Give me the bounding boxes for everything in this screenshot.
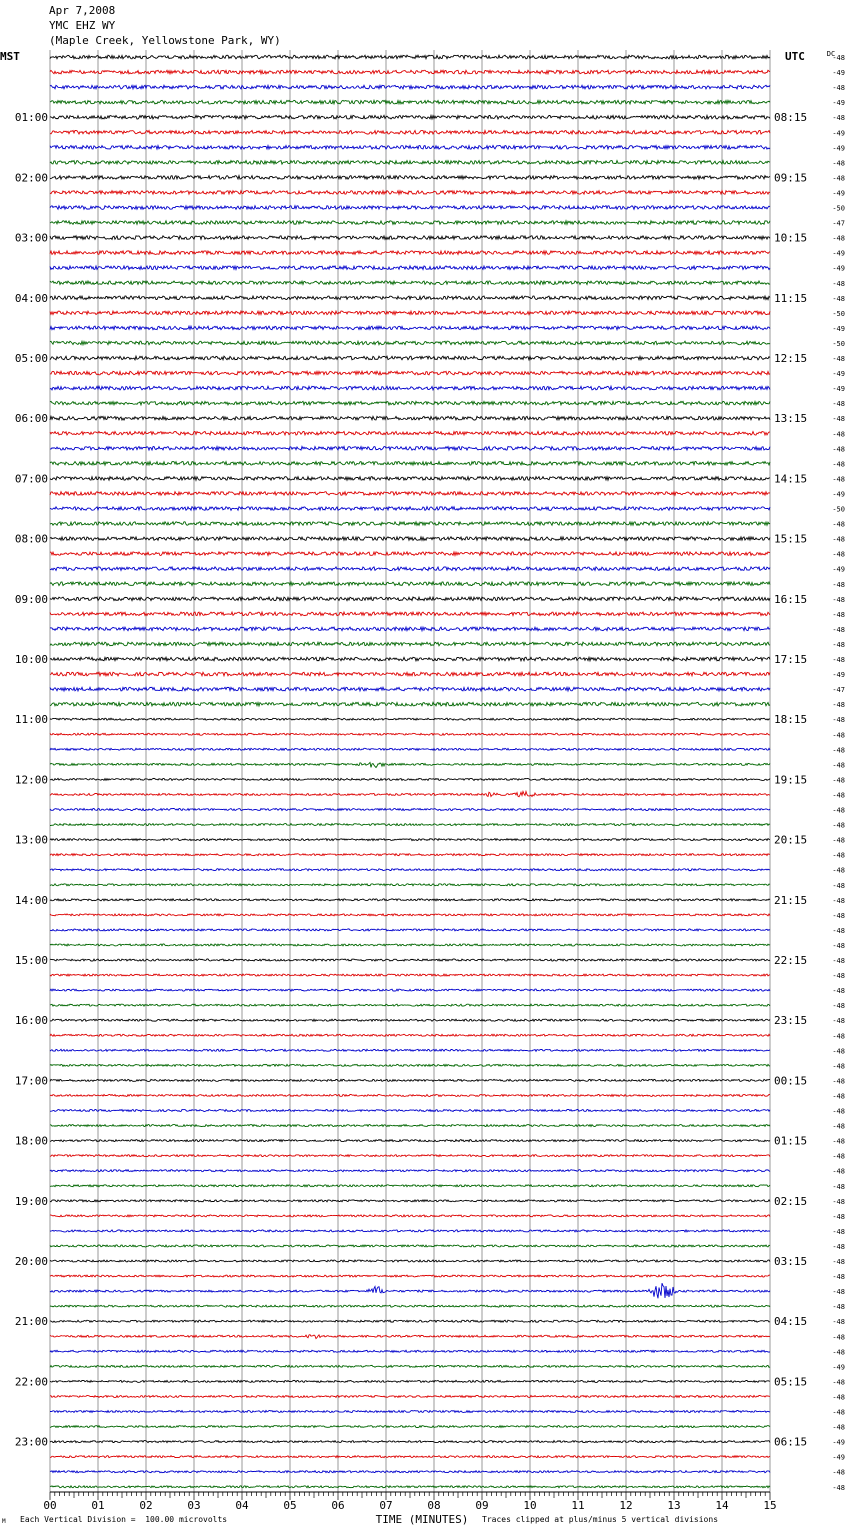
dc-offset-label: -48 <box>832 776 845 785</box>
right-hour-label: 21:15 <box>774 893 808 907</box>
seismic-trace <box>50 839 770 841</box>
right-hour-label: 14:15 <box>774 472 808 486</box>
dc-offset-label: -48 <box>832 1092 845 1101</box>
dc-offset-label: -48 <box>832 114 845 123</box>
seismic-trace <box>50 1320 770 1322</box>
seismic-trace <box>50 100 770 104</box>
seismic-trace <box>50 432 770 436</box>
dc-offset-label: -48 <box>832 1273 845 1282</box>
seismic-trace <box>50 1230 770 1232</box>
seismic-trace <box>50 236 770 240</box>
dc-offset-label: -48 <box>832 1242 845 1251</box>
x-tick-label: 13 <box>667 1499 681 1512</box>
dc-offset-label: -48 <box>832 1197 845 1206</box>
right-hour-label: 13:15 <box>774 412 808 426</box>
dc-offset-label: -48 <box>832 866 845 875</box>
seismic-trace <box>50 281 770 285</box>
right-hour-label: 20:15 <box>774 833 808 847</box>
dc-offset-label: -49 <box>832 490 845 499</box>
seismic-trace <box>50 1125 770 1127</box>
seismic-trace <box>50 1155 770 1157</box>
dc-offset-label: -48 <box>832 1303 845 1312</box>
x-tick-label: 04 <box>235 1499 249 1512</box>
dc-offset-label: -48 <box>832 941 845 950</box>
left-hour-label: 12:00 <box>14 773 48 787</box>
dc-offset-label: -48 <box>832 731 845 740</box>
seismic-trace <box>50 1305 770 1307</box>
x-tick-label: 14 <box>715 1499 729 1512</box>
dc-offset-label: -48 <box>832 1393 845 1402</box>
right-hour-label: 02:15 <box>774 1194 808 1208</box>
dc-offset-label: -49 <box>832 671 845 680</box>
seismic-trace <box>50 537 770 541</box>
x-tick-label: 02 <box>139 1499 153 1512</box>
right-hour-label: 17:15 <box>774 653 808 666</box>
seismic-trace <box>50 1079 770 1081</box>
dc-offset-label: -48 <box>832 911 845 920</box>
seismic-trace <box>50 1140 770 1142</box>
dc-offset-label: -48 <box>832 400 845 409</box>
dc-offset-label: -48 <box>832 821 845 830</box>
dc-offset-label: -48 <box>832 520 845 529</box>
dc-offset-label: -48 <box>832 957 845 965</box>
seismic-trace <box>50 702 770 706</box>
dc-offset-label: -49 <box>832 385 845 394</box>
seismic-trace <box>50 492 770 496</box>
right-hour-label: 03:15 <box>774 1255 808 1268</box>
seismic-trace <box>50 1275 770 1277</box>
seismic-trace <box>50 1064 770 1066</box>
dc-offset-label: -48 <box>832 791 845 800</box>
seismic-trace <box>50 462 770 466</box>
seismic-trace <box>50 1486 770 1488</box>
dc-offset-label: -48 <box>832 716 845 725</box>
dc-offset-label: -48 <box>832 1032 845 1041</box>
seismic-trace <box>50 1456 770 1458</box>
dc-offset-label: -48 <box>832 1107 845 1116</box>
dc-offset-label: -48 <box>832 881 845 890</box>
seismic-trace <box>50 1215 770 1217</box>
x-tick-label: 06 <box>331 1499 345 1512</box>
left-hour-label: 01:00 <box>14 111 48 125</box>
seismic-trace <box>50 371 770 375</box>
seismic-trace <box>50 733 770 735</box>
x-tick-label: 08 <box>427 1499 441 1512</box>
dc-offset-label: -50 <box>832 309 845 318</box>
seismic-trace <box>50 552 770 556</box>
seismic-trace <box>50 1441 770 1443</box>
dc-offset-label: -50 <box>832 505 845 514</box>
right-hour-label: 12:15 <box>774 352 808 365</box>
dc-offset-label: -48 <box>832 279 845 288</box>
left-hour-label: 06:00 <box>14 412 48 426</box>
dc-offset-label: -48 <box>832 1212 845 1221</box>
dc-offset-label: -48 <box>832 1137 845 1146</box>
left-hour-label: 20:00 <box>14 1255 48 1268</box>
right-hour-label: 23:15 <box>774 1014 808 1028</box>
seismic-trace <box>50 824 770 826</box>
seismic-trace <box>50 989 770 991</box>
dc-offset-label: -48 <box>832 535 845 544</box>
seismic-trace <box>50 1170 770 1172</box>
left-hour-label: 15:00 <box>14 954 48 967</box>
seismic-trace <box>50 1245 770 1247</box>
right-hour-label: 18:15 <box>774 713 808 727</box>
dc-offset-label: -48 <box>832 1348 845 1357</box>
left-hour-label: 22:00 <box>14 1375 48 1389</box>
seismic-trace <box>50 251 770 255</box>
right-hour-label: 08:15 <box>774 111 808 125</box>
dc-offset-label: -48 <box>832 851 845 860</box>
right-hour-label: 22:15 <box>774 954 808 967</box>
left-hour-label: 13:00 <box>14 833 48 847</box>
seismic-trace <box>50 1283 770 1298</box>
dc-offset-label: -48 <box>832 355 845 363</box>
seismic-trace <box>50 191 770 195</box>
dc-offset-label: -48 <box>832 1167 845 1176</box>
left-hour-label: 02:00 <box>14 171 48 185</box>
seismic-trace <box>50 356 770 360</box>
seismic-trace <box>50 914 770 916</box>
left-hour-label: 05:00 <box>14 352 48 365</box>
dc-header-label: DC <box>826 50 836 58</box>
seismic-trace <box>50 401 770 405</box>
dc-offset-label: -49 <box>832 1363 845 1372</box>
dc-offset-label: -49 <box>832 129 845 138</box>
dc-offset-label: -49 <box>832 565 845 574</box>
corner-mark: M <box>2 1518 6 1525</box>
dc-offset-label: -48 <box>832 640 845 649</box>
dc-offset-label: -48 <box>832 1258 845 1266</box>
seismic-trace <box>50 1260 770 1262</box>
seismic-trace <box>50 809 770 811</box>
x-tick-label: 11 <box>571 1499 585 1512</box>
left-hour-label: 18:00 <box>14 1134 48 1148</box>
right-hour-label: 11:15 <box>774 291 808 305</box>
x-tick-label: 05 <box>283 1499 297 1512</box>
dc-offset-label: -48 <box>832 1288 845 1297</box>
dc-offset-label: -48 <box>832 1017 845 1026</box>
right-hour-label: 16:15 <box>774 592 808 606</box>
seismic-trace <box>50 582 770 586</box>
seismic-trace <box>50 341 770 345</box>
seismic-trace <box>50 642 770 646</box>
dc-offset-label: -48 <box>832 1378 845 1387</box>
x-tick-label: 10 <box>523 1499 537 1512</box>
dc-offset-label: -48 <box>832 926 845 935</box>
seismic-trace <box>50 657 770 661</box>
dc-offset-label: -48 <box>832 159 845 168</box>
right-hour-label: 06:15 <box>774 1435 808 1449</box>
seismic-trace <box>50 1019 770 1021</box>
seismic-trace <box>50 763 770 768</box>
dc-offset-label: -48 <box>832 174 845 183</box>
left-hour-label: 21:00 <box>14 1315 48 1329</box>
seismic-trace <box>50 1350 770 1352</box>
dc-offset-label: -48 <box>832 294 845 303</box>
x-tick-label: 07 <box>379 1499 393 1512</box>
dc-offset-label: -48 <box>832 1182 845 1191</box>
seismic-trace <box>50 1335 770 1339</box>
dc-offset-label: -50 <box>832 339 845 348</box>
seismic-trace <box>50 416 770 420</box>
right-hour-label: 01:15 <box>774 1134 808 1148</box>
dc-offset-label: -48 <box>832 836 845 845</box>
seismic-trace <box>50 959 770 961</box>
x-tick-label: 12 <box>619 1499 633 1512</box>
left-hour-label: 19:00 <box>14 1194 48 1208</box>
left-hour-label: 08:00 <box>14 532 48 546</box>
seismic-trace <box>50 55 770 59</box>
seismic-trace <box>50 944 770 946</box>
dc-offset-label: -49 <box>832 144 845 153</box>
seismic-trace <box>50 477 770 481</box>
dc-offset-label: -48 <box>832 445 845 454</box>
seismic-trace <box>50 70 770 74</box>
right-hour-label: 00:15 <box>774 1074 808 1088</box>
seismic-trace <box>50 1380 770 1382</box>
dc-offset-label: -48 <box>832 701 845 710</box>
dc-offset-label: -49 <box>832 99 845 108</box>
dc-offset-label: -48 <box>832 1408 845 1417</box>
dc-offset-label: -48 <box>832 610 845 619</box>
seismic-trace <box>50 386 770 390</box>
right-hour-label: 09:15 <box>774 171 808 185</box>
seismic-trace <box>50 326 770 330</box>
seismic-trace <box>50 854 770 856</box>
seismic-trace <box>50 1200 770 1202</box>
seismic-trace <box>50 115 770 119</box>
dc-offset-label: -48 <box>832 1483 845 1492</box>
seismic-trace <box>50 627 770 631</box>
seismic-trace <box>50 718 770 720</box>
left-hour-label: 03:00 <box>14 231 48 245</box>
seismic-trace <box>50 1411 770 1413</box>
dc-offset-label: -48 <box>832 415 845 424</box>
seismic-trace <box>50 612 770 616</box>
right-hour-label: 19:15 <box>774 773 808 787</box>
seismic-trace <box>50 1396 770 1398</box>
dc-offset-label: -49 <box>832 69 845 78</box>
dc-offset-label: -48 <box>832 1047 845 1056</box>
x-axis-label: TIME (MINUTES) <box>375 1513 469 1526</box>
dc-offset-label: -48 <box>832 1062 845 1071</box>
left-timezone-label: MST <box>0 50 20 63</box>
dc-offset-label: -49 <box>832 249 845 258</box>
header-location: (Maple Creek, Yellowstone Park, WY) <box>49 34 281 47</box>
seismic-trace <box>50 1426 770 1428</box>
seismic-trace <box>50 929 770 931</box>
seismic-trace <box>50 884 770 886</box>
dc-offset-label: -48 <box>832 1227 845 1236</box>
left-hour-label: 16:00 <box>14 1014 48 1028</box>
x-tick-label: 00 <box>43 1499 57 1512</box>
dc-offset-label: -48 <box>832 1122 845 1131</box>
dc-offset-label: -48 <box>832 987 845 996</box>
seismic-trace <box>50 1095 770 1097</box>
dc-offset-label: -48 <box>832 656 845 664</box>
seismic-trace <box>50 778 770 780</box>
seismic-trace <box>50 791 770 796</box>
dc-offset-label: -48 <box>832 1002 845 1011</box>
dc-offset-label: -48 <box>832 972 845 981</box>
seismic-trace <box>50 221 770 225</box>
seismic-trace <box>50 296 770 300</box>
left-hour-label: 07:00 <box>14 472 48 486</box>
seismic-trace <box>50 567 770 571</box>
dc-offset-label: -48 <box>832 580 845 589</box>
seismic-trace <box>50 507 770 511</box>
dc-offset-label: -48 <box>832 430 845 439</box>
dc-offset-label: -47 <box>832 686 845 695</box>
right-hour-label: 04:15 <box>774 1315 808 1329</box>
right-hour-label: 15:15 <box>774 532 808 546</box>
seismic-trace <box>50 1004 770 1006</box>
seismic-trace <box>50 1365 770 1367</box>
left-hour-label: 11:00 <box>14 713 48 727</box>
scale-note: Each Vertical Division = 100.00 microvolts <box>20 1515 228 1524</box>
x-tick-label: 03 <box>187 1499 201 1512</box>
seismic-trace <box>50 447 770 451</box>
dc-offset-label: -48 <box>832 1077 845 1086</box>
dc-offset-label: -48 <box>832 84 845 93</box>
x-tick-label: 09 <box>475 1499 489 1512</box>
dc-offset-label: -47 <box>832 219 845 228</box>
dc-offset-label: -48 <box>832 625 845 634</box>
seismic-trace <box>50 1185 770 1187</box>
seismic-trace <box>50 176 770 180</box>
seismic-trace <box>50 974 770 976</box>
left-hour-label: 09:00 <box>14 592 48 606</box>
dc-offset-label: -48 <box>832 761 845 770</box>
right-hour-label: 10:15 <box>774 231 808 245</box>
dc-offset-label: -48 <box>832 475 845 484</box>
dc-offset-label: -48 <box>832 1468 845 1477</box>
dc-offset-label: -48 <box>832 595 845 604</box>
x-tick-label: 15 <box>763 1499 777 1512</box>
dc-offset-label: -48 <box>832 1152 845 1161</box>
header-station: YMC EHZ WY <box>49 19 116 32</box>
seismic-trace <box>50 1471 770 1473</box>
seismic-trace <box>50 899 770 901</box>
header-date: Apr 7,2008 <box>49 4 116 17</box>
dc-offset-label: -48 <box>832 896 845 905</box>
dc-offset-label: -48 <box>832 806 845 815</box>
right-hour-label: 05:15 <box>774 1375 808 1389</box>
seismic-trace <box>50 85 770 89</box>
dc-offset-label: -49 <box>832 370 845 379</box>
seismic-trace <box>50 1110 770 1112</box>
seismic-trace <box>50 748 770 750</box>
dc-offset-label: -49 <box>832 189 845 198</box>
seismic-trace <box>50 687 770 691</box>
seismic-trace <box>50 206 770 210</box>
dc-offset-label: -49 <box>832 1453 845 1462</box>
clip-note: Traces clipped at plus/minus 5 vertical divisions <box>482 1515 719 1524</box>
seismic-trace <box>50 869 770 871</box>
dc-offset-label: -49 <box>832 264 845 273</box>
seismic-trace <box>50 146 770 150</box>
left-hour-label: 04:00 <box>14 291 48 305</box>
dc-offset-label: -48 <box>832 746 845 755</box>
seismic-trace <box>50 161 770 165</box>
left-hour-label: 23:00 <box>14 1435 48 1449</box>
seismic-trace <box>50 672 770 676</box>
dc-offset-label: -48 <box>832 1423 845 1432</box>
dc-offset-label: -49 <box>832 1438 845 1447</box>
dc-offset-label: -48 <box>832 234 845 243</box>
seismic-trace <box>50 266 770 270</box>
dc-offset-label: -48 <box>832 550 845 559</box>
dc-offset-label: -48 <box>832 1333 845 1342</box>
dc-offset-label: -48 <box>832 460 845 469</box>
dc-offset-label: -49 <box>832 324 845 333</box>
seismic-trace <box>50 522 770 526</box>
left-hour-label: 10:00 <box>14 653 48 666</box>
left-hour-label: 17:00 <box>14 1074 48 1088</box>
seismic-trace <box>50 1049 770 1051</box>
right-timezone-label: UTC <box>785 50 805 63</box>
seismic-trace <box>50 311 770 315</box>
dc-offset-label: -48 <box>832 1318 845 1327</box>
dc-offset-label: -50 <box>832 204 845 213</box>
seismic-trace <box>50 597 770 601</box>
seismic-trace <box>50 131 770 135</box>
dc-offset-label: -48 <box>832 54 845 62</box>
x-tick-label: 01 <box>91 1499 105 1512</box>
seismic-trace <box>50 1034 770 1036</box>
left-hour-label: 14:00 <box>14 893 48 907</box>
